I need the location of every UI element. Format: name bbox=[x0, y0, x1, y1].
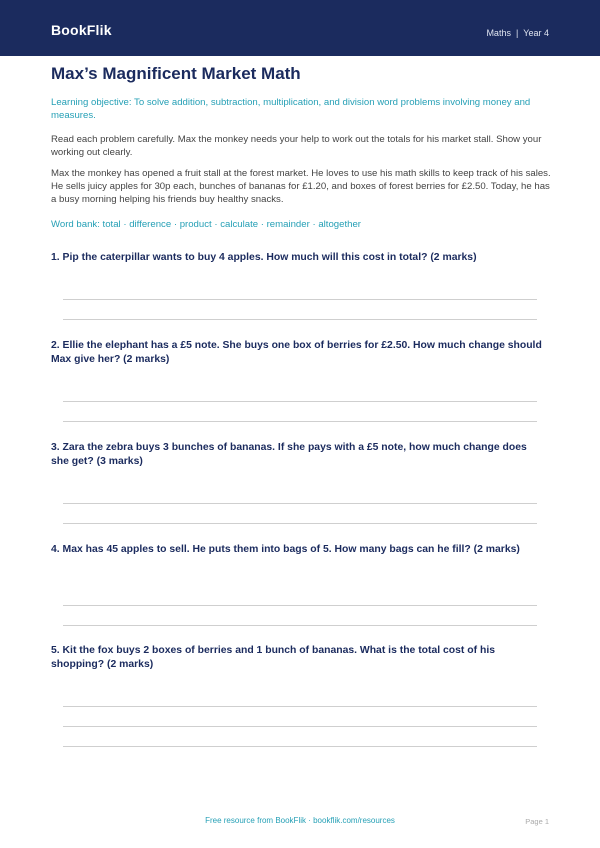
answer-line[interactable] bbox=[63, 299, 537, 300]
question-3: 3. Zara the zebra buys 3 bunches of bananas. If she pays with a £5 note, how much change does she get? (3 marks) bbox=[51, 442, 527, 467]
question-2: 2. Ellie the elephant has a £5 note. She buys one box of berries for £2.50. How much change should Max give her? (2 marks) bbox=[51, 340, 542, 365]
footer-credit[interactable]: Free resource from BookFlik · bookflik.com/resources bbox=[205, 816, 395, 825]
page-title: Max’s Magnificent Market Math bbox=[51, 64, 301, 83]
question-1: 1. Pip the caterpillar wants to buy 4 apples. How much will this cost in total? (2 marks) bbox=[51, 252, 477, 263]
learning-objective: Learning objective: To solve addition, subtraction, multiplication, and division word problems involving money and measures. bbox=[51, 97, 531, 121]
subject-label bbox=[486, 28, 549, 38]
question-4: 4. Max has 45 apples to sell. He puts them into bags of 5. How many bags can he fill? (2 marks) bbox=[51, 544, 520, 555]
answer-line[interactable] bbox=[63, 746, 537, 747]
word-bank: Word bank: total · difference · product · calculate · remainder · altogether bbox=[51, 219, 361, 230]
answer-line[interactable] bbox=[63, 605, 537, 606]
answer-line[interactable] bbox=[63, 503, 537, 504]
instructions-text: Read each problem carefully. Max the monkey needs your help to work out the totals for his market stall. Show your working out clearly. bbox=[51, 134, 542, 158]
answer-line[interactable] bbox=[63, 319, 537, 320]
answer-line[interactable] bbox=[63, 625, 537, 626]
brand-logo[interactable]: BookFlik bbox=[51, 22, 112, 38]
story-text: Max the monkey has opened a fruit stall at the forest market. He loves to use his math skills to keep track of his sales. He sells juicy apples for 30p each, bunches of bananas for £1.20, and boxes of forest berries for £2.50. Today, he has a busy morning helping his friends buy healthy snacks. bbox=[51, 168, 551, 205]
year-label: Year 4 bbox=[523, 28, 549, 38]
answer-line[interactable] bbox=[63, 726, 537, 727]
page-number: Page 1 bbox=[525, 817, 549, 826]
answer-line[interactable] bbox=[63, 523, 537, 524]
answer-line[interactable] bbox=[63, 706, 537, 707]
subject-name: Maths bbox=[486, 28, 511, 38]
question-5: 5. Kit the fox buys 2 boxes of berries and 1 bunch of bananas. What is the total cost of his shopping? (2 marks) bbox=[51, 645, 495, 670]
answer-line[interactable] bbox=[63, 401, 537, 402]
answer-line[interactable] bbox=[63, 421, 537, 422]
header-bar bbox=[0, 0, 600, 56]
subject-separator: | bbox=[515, 28, 519, 38]
